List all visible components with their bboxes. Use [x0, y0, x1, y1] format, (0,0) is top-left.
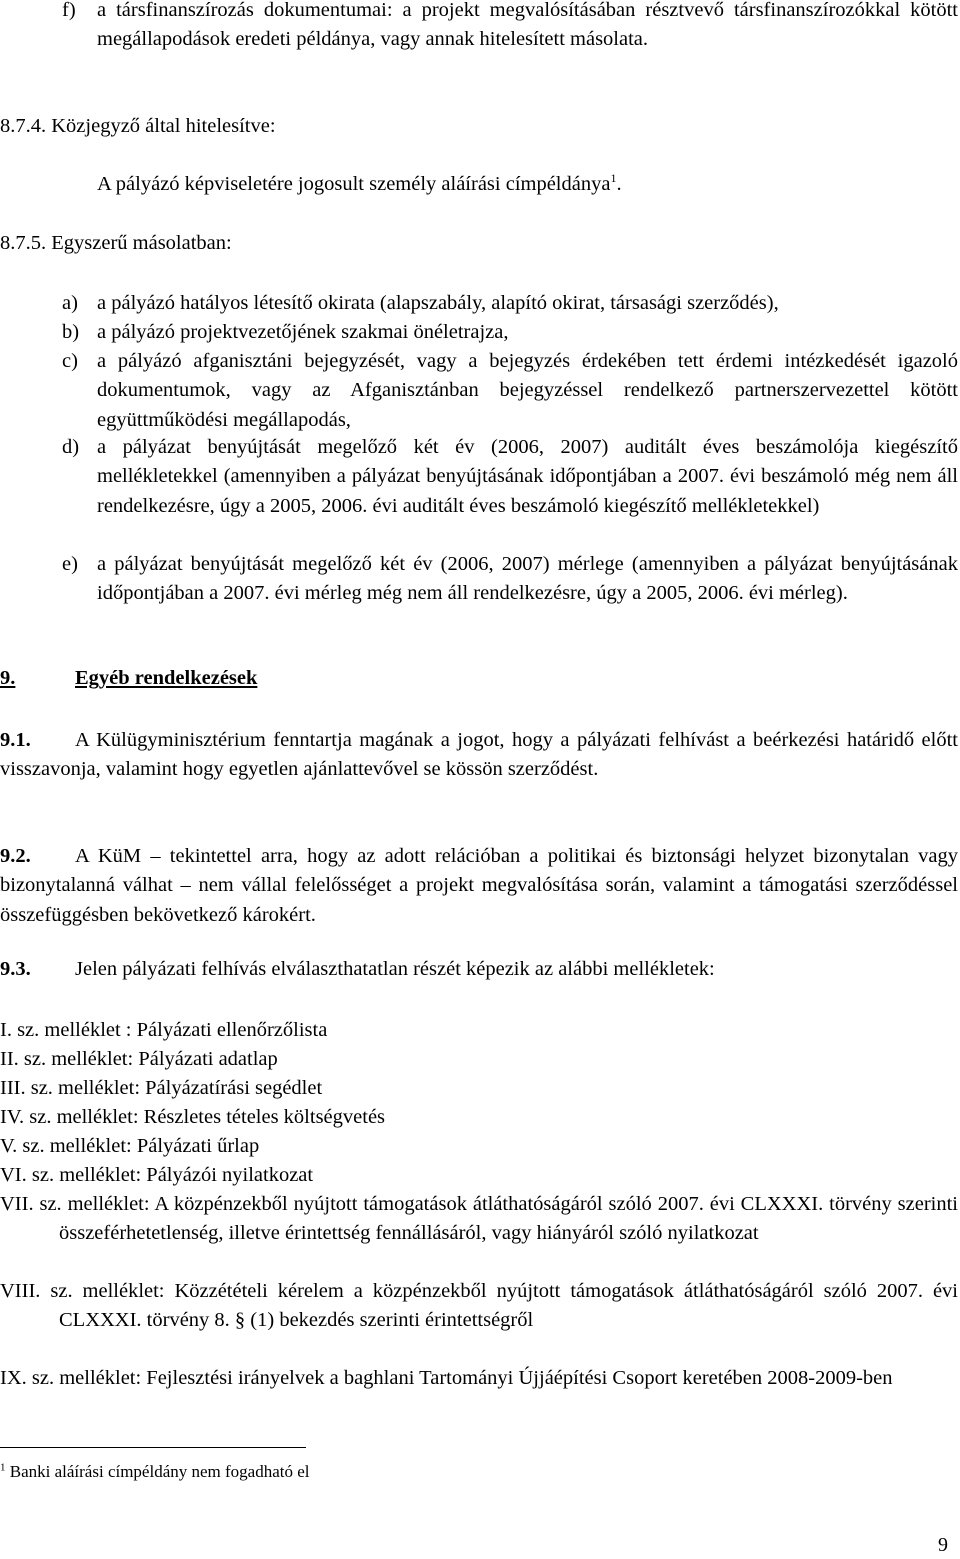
- paragraph-number: 9.3.: [0, 958, 31, 980]
- annex-item-9: IX. sz. melléklet: Fejlesztési irányelvek a baghlani Tartományi Újjáépítési Csoport keretében 2008-2009-ben: [0, 1367, 893, 1389]
- footnote-number: 1: [0, 1461, 6, 1474]
- paragraph-text: A KüM – tekintettel arra, hogy az adott relációban a politikai és biztonsági helyzet bizonytalan vagy bizonytalanná válhat – nem vállal felelősséget a projekt megvalósítása során, valamint a támogatási szerződéssel összefüggésben bekövetkező károkért.: [0, 845, 958, 926]
- annex-item-6: VI. sz. melléklet: Pályázói nyilatkozat: [0, 1164, 314, 1186]
- signature-text: A pályázó képviseletére jogosult személy aláírási címpéldánya: [97, 173, 611, 195]
- list-item-d: [62, 433, 958, 521]
- list-item-c: [62, 347, 958, 435]
- paragraph-number: 9.1.: [0, 729, 31, 751]
- list-text: a társfinanszírozás dokumentumai: a projekt megvalósításában résztvevő társfinanszírozókkal kötött megállapodások eredeti példánya, vagy annak hitelesített másolata.: [97, 0, 958, 51]
- footnote-separator: [0, 1447, 306, 1448]
- list-item-e: [62, 550, 958, 609]
- paragraph-9-2: [0, 842, 958, 930]
- heading-8-7-5: 8.7.5. Egyszerű másolatban:: [0, 232, 232, 254]
- list-text: a pályázat benyújtását megelőző két év (2006, 2007) mérlege (amennyiben a pályázat benyújtásának időpontjában a 2007. évi mérleg még nem áll rendelkezésre, úgy a 2005, 2006. évi mérleg).: [97, 553, 958, 605]
- list-label: e): [62, 553, 78, 575]
- list-item-b: [62, 318, 958, 347]
- footnote-ref: 1: [610, 171, 617, 186]
- annex-item-5: V. sz. melléklet: Pályázati űrlap: [0, 1135, 260, 1157]
- annex-item-2: II. sz. melléklet: Pályázati adatlap: [0, 1048, 278, 1070]
- list-item-f: [62, 0, 958, 55]
- annex-item-3: III. sz. melléklet: Pályázatírási segédlet: [0, 1077, 323, 1099]
- annex-item-7: VII. sz. melléklet: A közpénzekből nyújtott támogatások átláthatóságáról szóló 2007. évi CLXXXI. törvény szerinti összeférhetetlenség, illetve érintettség fennállásáról, vagy hiányáról szóló nyilatkozat: [0, 1193, 958, 1245]
- list-label: f): [62, 0, 76, 21]
- paragraph-text: Jelen pályázati felhívás elválaszthatatlan részét képezik az alábbi mellékletek:: [75, 958, 715, 980]
- paragraph-9-3: [0, 958, 715, 981]
- page-number: 9: [938, 1534, 948, 1556]
- paragraph-9-1: [0, 726, 958, 785]
- paragraph-8-7-4: [97, 173, 622, 196]
- list-text: a pályázó afganisztáni bejegyzését, vagy a bejegyzés érdekében tett érdemi intézkedését igazoló dokumentumok, vagy az Afganisztánban bejegyzéssel rendelkező partnerszervezettel kötött együttműködési megállapodás,: [97, 350, 958, 431]
- list-text: a pályázó hatályos létesítő okirata (alapszabály, alapító okirat, társasági szerződés),: [97, 292, 779, 314]
- footnote: [0, 1462, 310, 1482]
- annex-item-8: VIII. sz. melléklet: Közzétételi kérelem a közpénzekből nyújtott támogatások átláthatóságáról szóló 2007. évi CLXXXI. törvény 8. § (1) bekezdés szerinti érintettségről: [0, 1280, 958, 1332]
- section-title: Egyéb rendelkezések: [75, 667, 258, 689]
- list-label: b): [62, 321, 80, 343]
- list-item-a: [62, 289, 958, 318]
- annex-item-1: I. sz. melléklet : Pályázati ellenőrzőlista: [0, 1019, 328, 1041]
- list-text: a pályázat benyújtását megelőző két év (2006, 2007) auditált éves beszámolója kiegészítő mellékletekkel (amennyiben a pályázat benyújtásának időpontjában a 2007. évi beszámoló még nem áll rendelkezésre, úgy a 2005, 2006. évi auditált éves beszámoló kiegészítő mellékletekkel): [97, 436, 958, 517]
- annex-item-4: IV. sz. melléklet: Részletes tételes költségvetés: [0, 1106, 386, 1128]
- list-label: a): [62, 292, 78, 314]
- list-label: d): [62, 436, 80, 458]
- section-heading-9: [0, 667, 257, 690]
- list-label: c): [62, 350, 78, 372]
- heading-8-7-4: 8.7.4. Közjegyző által hitelesítve:: [0, 115, 276, 137]
- period: .: [616, 173, 622, 195]
- footnote-text: Banki aláírási címpéldány nem fogadható el: [9, 1462, 310, 1481]
- list-text: a pályázó projektvezetőjének szakmai önéletrajza,: [97, 321, 509, 343]
- paragraph-text: A Külügyminisztérium fenntartja magának a jogot, hogy a pályázati felhívást a beérkezési határidő előtt visszavonja, valamint hogy egyetlen ajánlattevővel se kössön szerződést.: [0, 729, 958, 781]
- section-number: 9.: [0, 667, 16, 689]
- paragraph-number: 9.2.: [0, 845, 31, 867]
